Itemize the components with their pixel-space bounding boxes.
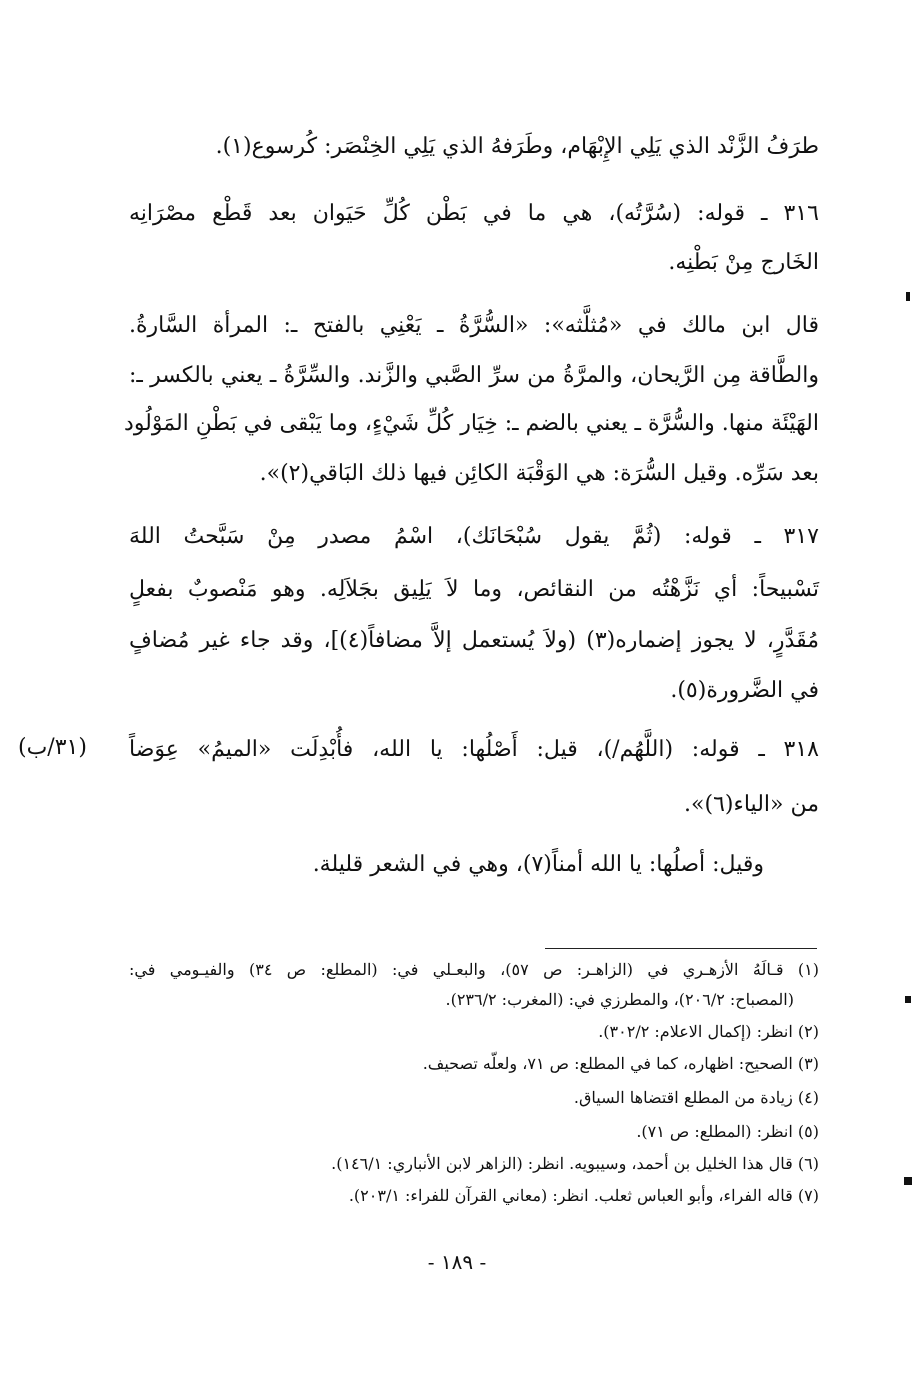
- body-line-5: والطَّاقة مِن الرَّيحان، والمرَّةُ من سرِّ الصَّبي والزَّند. والسِّرَّةُ ـ يعني بالكسر ـ:: [129, 363, 819, 388]
- footnote-5: (٥) انظر: (المطلع: ص ٧١).: [636, 1122, 819, 1141]
- body-line-13: من «الياء(٦)».: [684, 792, 819, 817]
- footnote-6: (٦) قال هذا الخليل بن أحمد، وسيبويه. انظر: (الزاهر لابن الأنباري: ١٤٦/١).: [331, 1154, 819, 1173]
- footnote-2: (٢) انظر: (إكمال الاعلام: ٣٠٢/٢).: [598, 1022, 819, 1041]
- body-line-1: طرَفُ الزَّنْد الذي يَلِي الإِبْهَام، وطَرَفهُ الذي يَلِي الخِنْصَر: كُرسوع(١).: [215, 134, 819, 159]
- manuscript-folio-note: (٣١/ب): [18, 735, 87, 760]
- body-line-7: بعد سَرِّه. وقيل السُّرَة: هي الوَقْبَة الكائِن فيها ذلك البَاقي(٢)».: [259, 461, 819, 486]
- footnote-rule: [545, 948, 817, 949]
- footnote-4: (٤) زيادة من المطلع اقتضاها السياق.: [573, 1088, 819, 1107]
- footnote-1-line-1: (١) قـالَهُ الأزهـري في (الزاهـر: ص ٥٧)، والبعـلي في: (المطلع: ص ٣٤) والفيـومي في:: [129, 960, 820, 979]
- scan-edge-mark: [904, 1177, 912, 1185]
- body-line-4: قال ابن مالك في «مُثلَّثه»: «السُّرَّةُ ـ يَعْنِي بالفتح ـ: المرأة السَّارةُ.: [129, 313, 819, 338]
- page-number: - ١٨٩ -: [427, 1250, 487, 1274]
- body-line-12: ٣١٨ ـ قوله: (اللَّهُم/)، قيل: أَصْلُها: يا الله، فأُبْدِلَت «الميمُ» عِوَضاً: [129, 737, 819, 762]
- footnote-3: (٣) الصحيح: اظهاره، كما في المطلع: ص ٧١، ولعلّه تصحيف.: [422, 1054, 819, 1073]
- body-line-6: الهَيْئَة منها. والسُّرَّة ـ يعني بالضم ـ: خِيَار كُلِّ شَيْءٍ، وما يَبْقى في بَطْنِ المَوْلُود: [124, 411, 819, 436]
- scan-edge-mark: [906, 292, 910, 301]
- body-line-14: وقيل: أصلُها: يا الله أمناً(٧)، وهي في الشعر قليلة.: [312, 852, 764, 877]
- body-line-11: في الضَّرورة(٥).: [670, 678, 819, 703]
- scan-edge-mark: [905, 996, 911, 1003]
- body-line-3: الخَارج مِنْ بَطْنِه.: [668, 250, 819, 275]
- body-line-9: تَسْبيحاً: أي نَزَّهْتُه من النقائص، وما لاَ يَلِيق بجَلاَلِه. وهو مَنْصوبٌ بفعلٍ: [129, 577, 819, 602]
- body-line-2: ٣١٦ ـ قوله: (سُرَّتُه)، هي ما في بَطْن كُلِّ حَيَوان بعد قَطْع مصْرَانِه: [129, 201, 819, 226]
- footnote-1-line-2: (المصباح: ٢٠٦/٢)، والمطرزي في: (المغرب: ٢٣٦/٢).: [445, 990, 794, 1009]
- footnote-7: (٧) قاله الفراء، وأبو العباس ثعلب. انظر: (معاني القرآن للفراء: ٢٠٣/١).: [348, 1186, 819, 1205]
- body-line-10: مُقَدَّرٍ، لا يجوز إضماره(٣) (ولاَ يُستعمل إلاَّ مضافاً(٤)]، وقد جاء غير مُضافٍ: [129, 628, 819, 653]
- body-line-8: ٣١٧ ـ قوله: (ثُمَّ يقول سُبْحَانَك)، اسْمُ مصدر مِنْ سَبَّحتُ اللهَ: [129, 524, 819, 549]
